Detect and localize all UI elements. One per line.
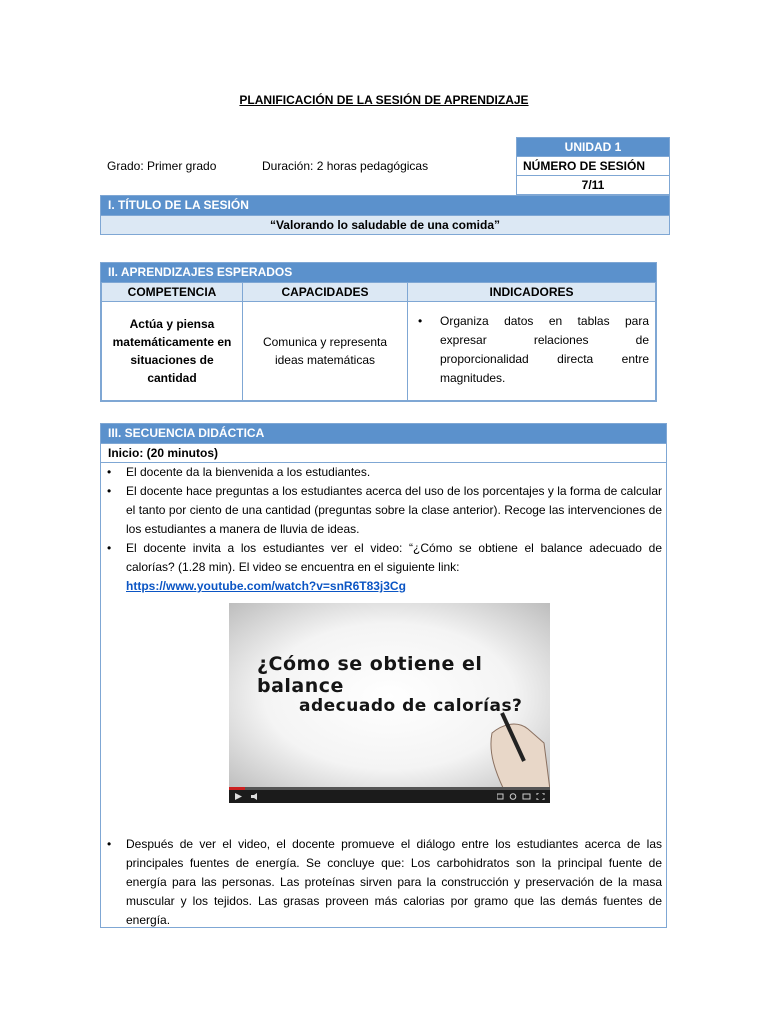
video-thumbnail[interactable]	[229, 603, 550, 803]
unit-box	[516, 137, 670, 195]
item-text	[126, 539, 662, 596]
capacidades-cell: Comunica y representa ideas matemáticas	[243, 302, 408, 401]
video-controls	[229, 790, 550, 803]
section-heading: III. SECUENCIA DIDÁCTICA	[101, 424, 666, 443]
video-screen	[229, 603, 550, 790]
column-header: INDICADORES	[408, 283, 656, 302]
indicadores-cell	[408, 302, 656, 401]
item-text: El docente da la bienvenida a los estudiantes.	[126, 465, 371, 479]
indicator-text: Organiza datos en tablas para expresar relaciones de proporcionalidad directa entre magnitudes.	[440, 314, 649, 385]
list-item	[107, 482, 662, 539]
bullet-icon: •	[107, 465, 112, 479]
item-text: El docente hace preguntas a los estudiantes acerca del uso de los porcentajes y la forma de calcular el tanto por ciento de una cantidad (preguntas sobre la clase anterior). Recoge las intervenciones de los estudiantes a manera de lluvia de ideas.	[126, 484, 662, 536]
section-heading: I. TÍTULO DE LA SESIÓN	[101, 196, 669, 215]
sequence-list	[101, 463, 666, 596]
grade-label: Grado: Primer grado	[107, 159, 217, 173]
section-expected-learning	[100, 262, 657, 402]
list-item	[414, 312, 649, 388]
session-title: “Valorando lo saludable de una comida”	[101, 215, 669, 234]
unit-label: UNIDAD 1	[517, 138, 669, 157]
play-icon[interactable]	[235, 793, 242, 800]
list-item	[107, 463, 662, 482]
column-header: CAPACIDADES	[243, 283, 408, 302]
list-item	[107, 835, 662, 930]
section-session-title	[100, 195, 670, 235]
bullet-icon: •	[107, 837, 112, 851]
list-item	[107, 539, 662, 596]
session-number-value: 7/11	[581, 178, 605, 192]
item-text: Después de ver el video, el docente promueve el diálogo entre los estudiantes acerca de las principales fuentes de energía. Se concluye que: Los carbohidratos son la principal fuente de energía para las personas. Las proteínas sirven para la construcción y preservación de la masa muscular y los tejidos. Las grasas proveen más calorias por gramo que las demás fuentes de energía.	[126, 837, 662, 927]
bullet-icon: •	[418, 314, 423, 328]
player-settings-icons[interactable]	[497, 793, 545, 800]
sequence-list-after	[101, 835, 666, 930]
video-text-line1: ¿Cómo se obtiene el balance	[257, 653, 483, 697]
bullet-icon: •	[107, 541, 112, 555]
duration-label: Duración: 2 horas pedagógicas	[262, 159, 429, 173]
document-title: PLANIFICACIÓN DE LA SESIÓN DE APRENDIZAJE	[239, 93, 529, 107]
hand-drawing-icon	[484, 703, 550, 790]
session-number-label: NÚMERO DE SESIÓN	[517, 157, 669, 176]
column-header: COMPETENCIA	[102, 283, 243, 302]
video-text-line2: adecuado de calorías?	[299, 696, 523, 716]
item-text-main: El docente invita a los estudiantes ver el video: “¿Cómo se obtiene el balance adecuado de calorías? (1.28 min). El video se encuentra en el siguiente link:	[126, 541, 662, 574]
competencia-cell: Actúa y piensa matemáticamente en situaciones de cantidad	[102, 302, 243, 401]
section-heading: II. APRENDIZAJES ESPERADOS	[101, 263, 656, 282]
bullet-icon: •	[107, 484, 112, 498]
video-link[interactable]: https://www.youtube.com/watch?v=snR6T83j3Cg	[126, 579, 406, 593]
inicio-label: Inicio: (20 minutos)	[101, 443, 666, 463]
learning-table	[101, 282, 656, 401]
volume-icon[interactable]	[251, 793, 260, 800]
